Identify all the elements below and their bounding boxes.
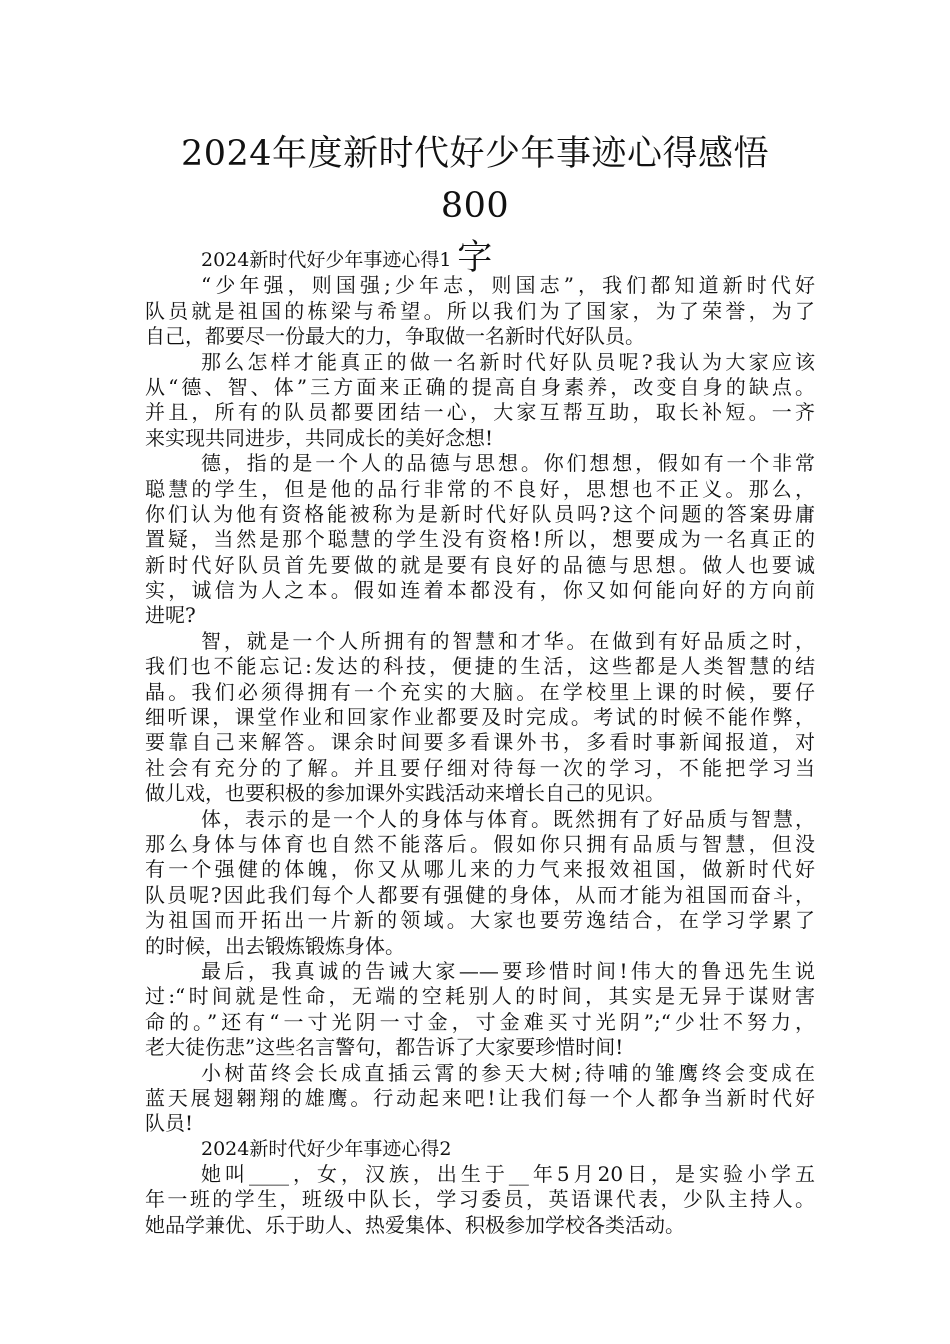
- paragraph-line: 蓝天展翅翱翔的雄鹰。行动起来吧!让我们每一个人都争当新时代好: [145, 1085, 815, 1110]
- paragraph-line: 有一个强健的体魄，你又从哪儿来的力气来报效祖国，做新时代好: [145, 857, 815, 882]
- paragraph-first-line: 智，就是一个人所拥有的智慧和才华。在做到有好品质之时，: [201, 628, 815, 653]
- paragraph-line: 晶。我们必须得拥有一个充实的大脑。在学校里上课的时候，要仔: [145, 679, 815, 704]
- paragraph-line: 队员呢?因此我们每个人都要有强健的身体，从而才能为祖国而奋斗，: [145, 882, 815, 907]
- document-body: [145, 248, 815, 1238]
- paragraph-line: 队员就是祖国的栋梁与希望。所以我们为了国家，为了荣誉，为了: [145, 298, 815, 323]
- section-heading: 2024新时代好少年事迹心得2: [201, 1137, 452, 1160]
- document-title-line-2: 字: [457, 238, 493, 278]
- paragraph-line: 为祖国而开拓出一片新的领域。大家也要劳逸结合，在学习学累了: [145, 908, 815, 933]
- document-title-line-1: 2024年度新时代好少年事迹心得感悟800: [180, 134, 770, 226]
- paragraph-line: 社会有充分的了解。并且要仔细对待每一次的学习，不能把学习当: [145, 755, 815, 780]
- paragraph-last-line: 老大徒伤悲”这些名言警句，都告诉了大家要珍惜时间!: [145, 1035, 624, 1060]
- paragraph-first-line: 体，表示的是一个人的身体与体育。既然拥有了好品质与智慧，: [201, 806, 815, 831]
- paragraph-last-line: 她品学兼优、乐于助人、热爱集体、积极参加学校各类活动。: [145, 1212, 685, 1237]
- paragraph-first-line: 最后，我真诚的告诫大家——要珍惜时间!伟大的鲁迅先生说: [201, 958, 815, 983]
- paragraph-line: 要靠自己来解答。课余时间要多看课外书，多看时事新闻报道，对: [145, 730, 815, 755]
- paragraph-first-line: “少年强，则国强;少年志，则国志”，我们都知道新时代好: [201, 273, 815, 298]
- paragraph-last-line: 做儿戏，也要积极的参加课外实践活动来增长自己的见识。: [145, 781, 665, 806]
- paragraph-first-line: 小树苗终会长成直插云霄的参天大树;待哺的雏鹰终会变成在: [201, 1060, 815, 1085]
- paragraph-line: 你们认为他有资格能被称为是新时代好队员吗?这个问题的答案毋庸: [145, 501, 815, 526]
- paragraph-first-line: 那么怎样才能真正的做一名新时代好队员呢?我认为大家应该: [201, 349, 815, 374]
- paragraph-line: 置疑，当然是那个聪慧的学生没有资格!所以，想要成为一名真正的: [145, 527, 815, 552]
- paragraph-last-line: 队员!: [145, 1111, 194, 1136]
- paragraph-line: 细听课，课堂作业和回家作业都要及时完成。考试的时候不能作弊，: [145, 705, 815, 730]
- section-heading: 2024新时代好少年事迹心得1: [201, 249, 452, 271]
- paragraph-last-line: 自己，都要尽一份最大的力，争取做一名新时代好队员。: [145, 324, 645, 349]
- paragraph-line: 我们也不能忘记:发达的科技，便捷的生活，这些都是人类智慧的结: [145, 654, 815, 679]
- paragraph-line: 新时代好队员首先要做的就是要有良好的品德与思想。做人也要诚: [145, 552, 815, 577]
- paragraph-last-line: 进呢?: [145, 603, 196, 628]
- paragraph-first-line: 德，指的是一个人的品德与思想。你们想想，假如有一个非常: [201, 451, 815, 476]
- paragraph-last-line: 的时候，出去锻炼锻炼身体。: [145, 933, 405, 958]
- paragraph-line: 实，诚信为人之本。假如连着本都没有，你又如何能向好的方向前: [145, 578, 815, 603]
- paragraph-first-line: 她叫____，女，汉族，出生于__年5月20日，是实验小学五: [201, 1162, 815, 1187]
- paragraph-last-line: 来实现共同进步，共同成长的美好念想!: [145, 425, 494, 450]
- paragraph-line: 年一班的学生，班级中队长，学习委员，英语课代表，少队主持人。: [145, 1187, 815, 1212]
- paragraph-line: 过:“时间就是性命，无端的空耗别人的时间，其实是无异于谋财害: [145, 984, 815, 1009]
- paragraph-line: 命的。”还有“一寸光阴一寸金，寸金难买寸光阴”;“少壮不努力，: [145, 1009, 815, 1034]
- paragraph-line: 从“德、智、体”三方面来正确的提高自身素养，改变自身的缺点。: [145, 374, 815, 399]
- paragraph-line: 并且，所有的队员都要团结一心，大家互帮互助，取长补短。一齐: [145, 400, 815, 425]
- paragraph-line: 那么身体与体育也自然不能落后。假如你只拥有品质与智慧，但没: [145, 831, 815, 856]
- paragraph-line: 聪慧的学生，但是他的品行非常的不良好，思想也不正义。那么，: [145, 476, 815, 501]
